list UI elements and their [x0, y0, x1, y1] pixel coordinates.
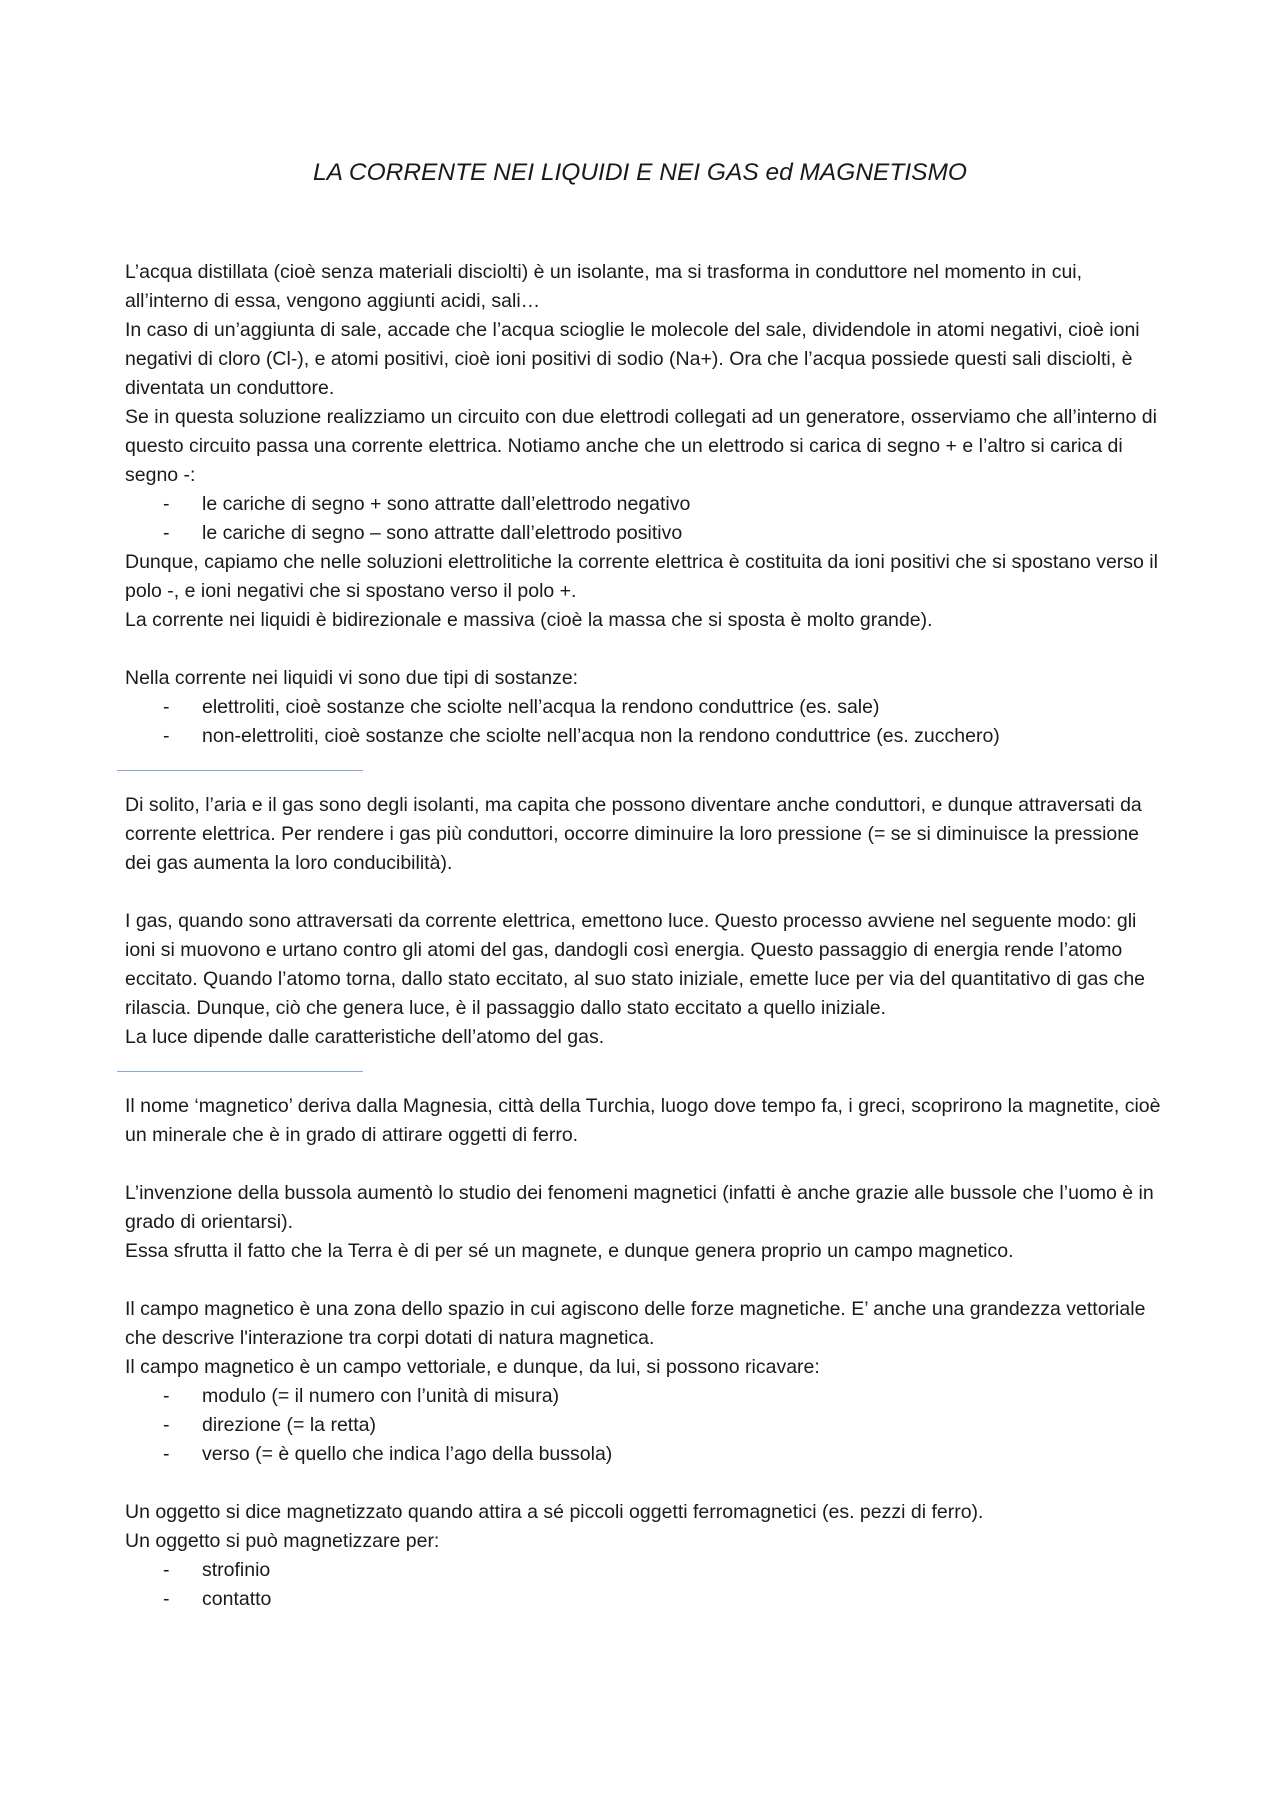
- bullet-dash: -: [163, 493, 170, 515]
- divider-line: [117, 1071, 363, 1072]
- bullet-dash: -: [163, 1443, 170, 1465]
- list-item: - contatto: [125, 1585, 1165, 1614]
- paragraph: Un oggetto si dice magnetizzato quando attira a sé piccoli oggetti ferromagnetici (es. pezzi di ferro).: [125, 1501, 984, 1523]
- paragraph: Se in questa soluzione realizziamo un circuito con due elettrodi collegati ad un generatore, osserviamo che all’interno di questo circuito passa una corrente elettrica. Notiamo anche che un elettrodo si carica di segno + e l’altro si carica di segno -:: [125, 406, 1157, 486]
- blank-line: [125, 1469, 1165, 1498]
- bullet-dash: -: [163, 1414, 170, 1436]
- list-item: - non-elettroliti, cioè sostanze che sciolte nell’acqua non la rendono conduttrice (es. zucchero): [125, 722, 1165, 751]
- paragraph: Un oggetto si può magnetizzare per:: [125, 1530, 440, 1552]
- paragraph: L’invenzione della bussola aumentò lo studio dei fenomeni magnetici (infatti è anche grazie alle bussole che l’uomo è in grado di orientarsi).: [125, 1182, 1154, 1233]
- section-divider: [125, 751, 1165, 791]
- list-item: - strofinio: [125, 1556, 1165, 1585]
- paragraph: La luce dipende dalle caratteristiche dell’atomo del gas.: [125, 1026, 605, 1048]
- paragraph: La corrente nei liquidi è bidirezionale e massiva (cioè la massa che si sposta è molto grande).: [125, 609, 933, 631]
- list-item: - le cariche di segno – sono attratte dall’elettrodo positivo: [125, 519, 1165, 548]
- paragraph: L’acqua distillata (cioè senza materiali disciolti) è un isolante, ma si trasforma in conduttore nel momento in cui, all’interno di essa, vengono aggiunti acidi, sali…: [125, 261, 1083, 312]
- document-body: [125, 258, 1165, 1614]
- section-divider: [125, 1052, 1165, 1092]
- bullet-dash: -: [163, 1385, 170, 1407]
- blank-line: [125, 1266, 1165, 1295]
- paragraph: Di solito, l’aria e il gas sono degli isolanti, ma capita che possono diventare anche conduttori, e dunque attraversati da corrente elettrica. Per rendere i gas più conduttori, occorre diminuire la loro pressione (= se si diminuisce la pressione dei gas aumenta la loro conducibilità).: [125, 794, 1142, 874]
- paragraph: Dunque, capiamo che nelle soluzioni elettrolitiche la corrente elettrica è costituita da ioni positivi che si spostano verso il polo -, e ioni negativi che si spostano verso il polo +.: [125, 551, 1158, 602]
- paragraph: Il nome ‘magnetico’ deriva dalla Magnesia, città della Turchia, luogo dove tempo fa, i greci, scoprirono la magnetite, cioè un minerale che è in grado di attirare oggetti di ferro.: [125, 1095, 1161, 1146]
- paragraph: Il campo magnetico è un campo vettoriale, e dunque, da lui, si possono ricavare:: [125, 1356, 820, 1378]
- paragraph: Essa sfrutta il fatto che la Terra è di per sé un magnete, e dunque genera proprio un campo magnetico.: [125, 1240, 1014, 1262]
- blank-line: [125, 878, 1165, 907]
- bullet-dash: -: [163, 696, 170, 718]
- list-item: - elettroliti, cioè sostanze che sciolte nell’acqua la rendono conduttrice (es. sale): [125, 693, 1165, 722]
- paragraph: In caso di un’aggiunta di sale, accade che l’acqua scioglie le molecole del sale, dividendole in atomi negativi, cioè ioni negativi di cloro (Cl-), e atomi positivi, cioè ioni positivi di sodio (Na+). Ora che l’acqua possiede questi sali disciolti, è diventata un conduttore.: [125, 319, 1140, 399]
- bullet-dash: -: [163, 522, 170, 544]
- paragraph: Il campo magnetico è una zona dello spazio in cui agiscono delle forze magnetiche. E’ anche una grandezza vettoriale che descrive l'interazione tra corpi dotati di natura magnetica.: [125, 1298, 1146, 1349]
- bullet-dash: -: [163, 725, 170, 747]
- list-item: - modulo (= il numero con l’unità di misura): [125, 1382, 1165, 1411]
- list-item: - verso (= è quello che indica l’ago della bussola): [125, 1440, 1165, 1469]
- blank-line: [125, 635, 1165, 664]
- list-item: - direzione (= la retta): [125, 1411, 1165, 1440]
- blank-line: [125, 1150, 1165, 1179]
- bullet-dash: -: [163, 1588, 170, 1610]
- paragraph: Nella corrente nei liquidi vi sono due tipi di sostanze:: [125, 667, 579, 689]
- paragraph: I gas, quando sono attraversati da corrente elettrica, emettono luce. Questo processo avviene nel seguente modo: gli ioni si muovono e urtano contro gli atomi del gas, dandogli così energia. Questo passaggio di energia rende l’atomo eccitato. Quando l’atomo torna, dallo stato eccitato, al suo stato iniziale, emette luce per via del quantitativo di gas che rilascia. Dunque, ciò che genera luce, è il passaggio dallo stato eccitato a quello iniziale.: [125, 910, 1146, 1019]
- list-item: - le cariche di segno + sono attratte dall’elettrodo negativo: [125, 490, 1165, 519]
- document-title: LA CORRENTE NEI LIQUIDI E NEI GAS ed MAGNETISMO: [313, 159, 967, 186]
- divider-line: [117, 770, 363, 771]
- bullet-dash: -: [163, 1559, 170, 1581]
